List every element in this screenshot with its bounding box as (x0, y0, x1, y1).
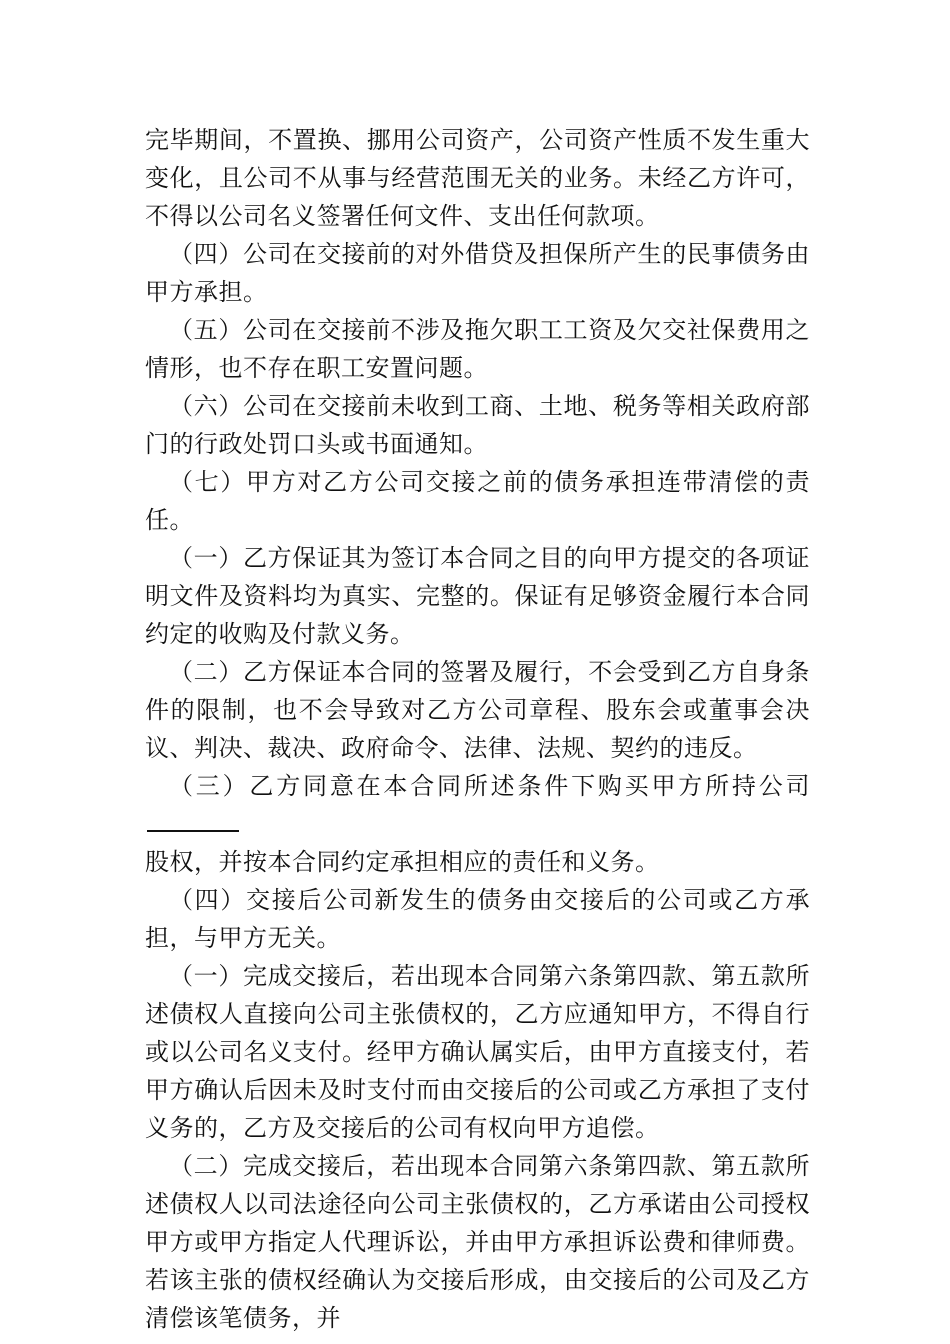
buyer-clause-3-text: （三）乙方同意在本合同所述条件下购买甲方所持公司 (169, 772, 810, 800)
clause-7-paragraph: （七）甲方对乙方公司交接之前的债务承担连带清偿的责任。 (145, 468, 810, 534)
handover-clause-1-paragraph: （一）完成交接后，若出现本合同第六条第四款、第五款所述债权人直接向公司主张债权的，乙方应通知甲方，不得自行或以公司名义支付。经甲方确认属实后，由甲方直接支付，若甲方确认后因未及时支付而由交接后的公司或乙方承担了支付义务的，乙方及交接后的公司有权向甲方追偿。 (145, 962, 810, 1142)
buyer-clause-3-continuation: 股权，并按本合同约定承担相应的责任和义务。 (145, 848, 660, 876)
clause-5-paragraph: （五）公司在交接前不涉及拖欠职工工资及欠交社保费用之情形，也不存在职工安置问题。 (145, 316, 810, 382)
buyer-clause-2-paragraph: （二）乙方保证本合同的签署及履行，不会受到乙方自身条件的限制，也不会导致对乙方公司章程、股东会或董事会决议、判决、裁决、政府命令、法律、法规、契约的违反。 (145, 658, 810, 762)
buyer-clause-4-paragraph: （四）交接后公司新发生的债务由交接后的公司或乙方承担，与甲方无关。 (145, 886, 810, 952)
clause-6-paragraph: （六）公司在交接前未收到工商、土地、税务等相关政府部门的行政处罚口头或书面通知。 (145, 392, 810, 458)
handover-clause-2-paragraph: （二）完成交接后，若出现本合同第六条第四款、第五款所述债权人以司法途径向公司主张债权的，乙方承诺由公司授权甲方或甲方指定人代理诉讼，并由甲方承担诉讼费和律师费。若该主张的债权经确认为交接后形成，由交接后的公司及乙方清偿该笔债务，并 (145, 1152, 810, 1332)
clause-4-paragraph: （四）公司在交接前的对外借贷及担保所产生的民事债务由甲方承担。 (145, 240, 810, 306)
paragraph-continuation: 完毕期间，不置换、挪用公司资产，公司资产性质不发生重大变化，且公司不从事与经营范围无关的业务。未经乙方许可，不得以公司名义签署任何文件、支出任何款项。 (145, 126, 810, 230)
buyer-clause-3-paragraph (145, 767, 810, 881)
buyer-clause-1-paragraph: （一）乙方保证其为签订本合同之目的向甲方提交的各项证明文件及资料均为真实、完整的。保证有足够资金履行本合同约定的收购及付款义务。 (145, 544, 810, 648)
document-body (145, 121, 810, 1337)
blank-fill-line (147, 808, 239, 832)
